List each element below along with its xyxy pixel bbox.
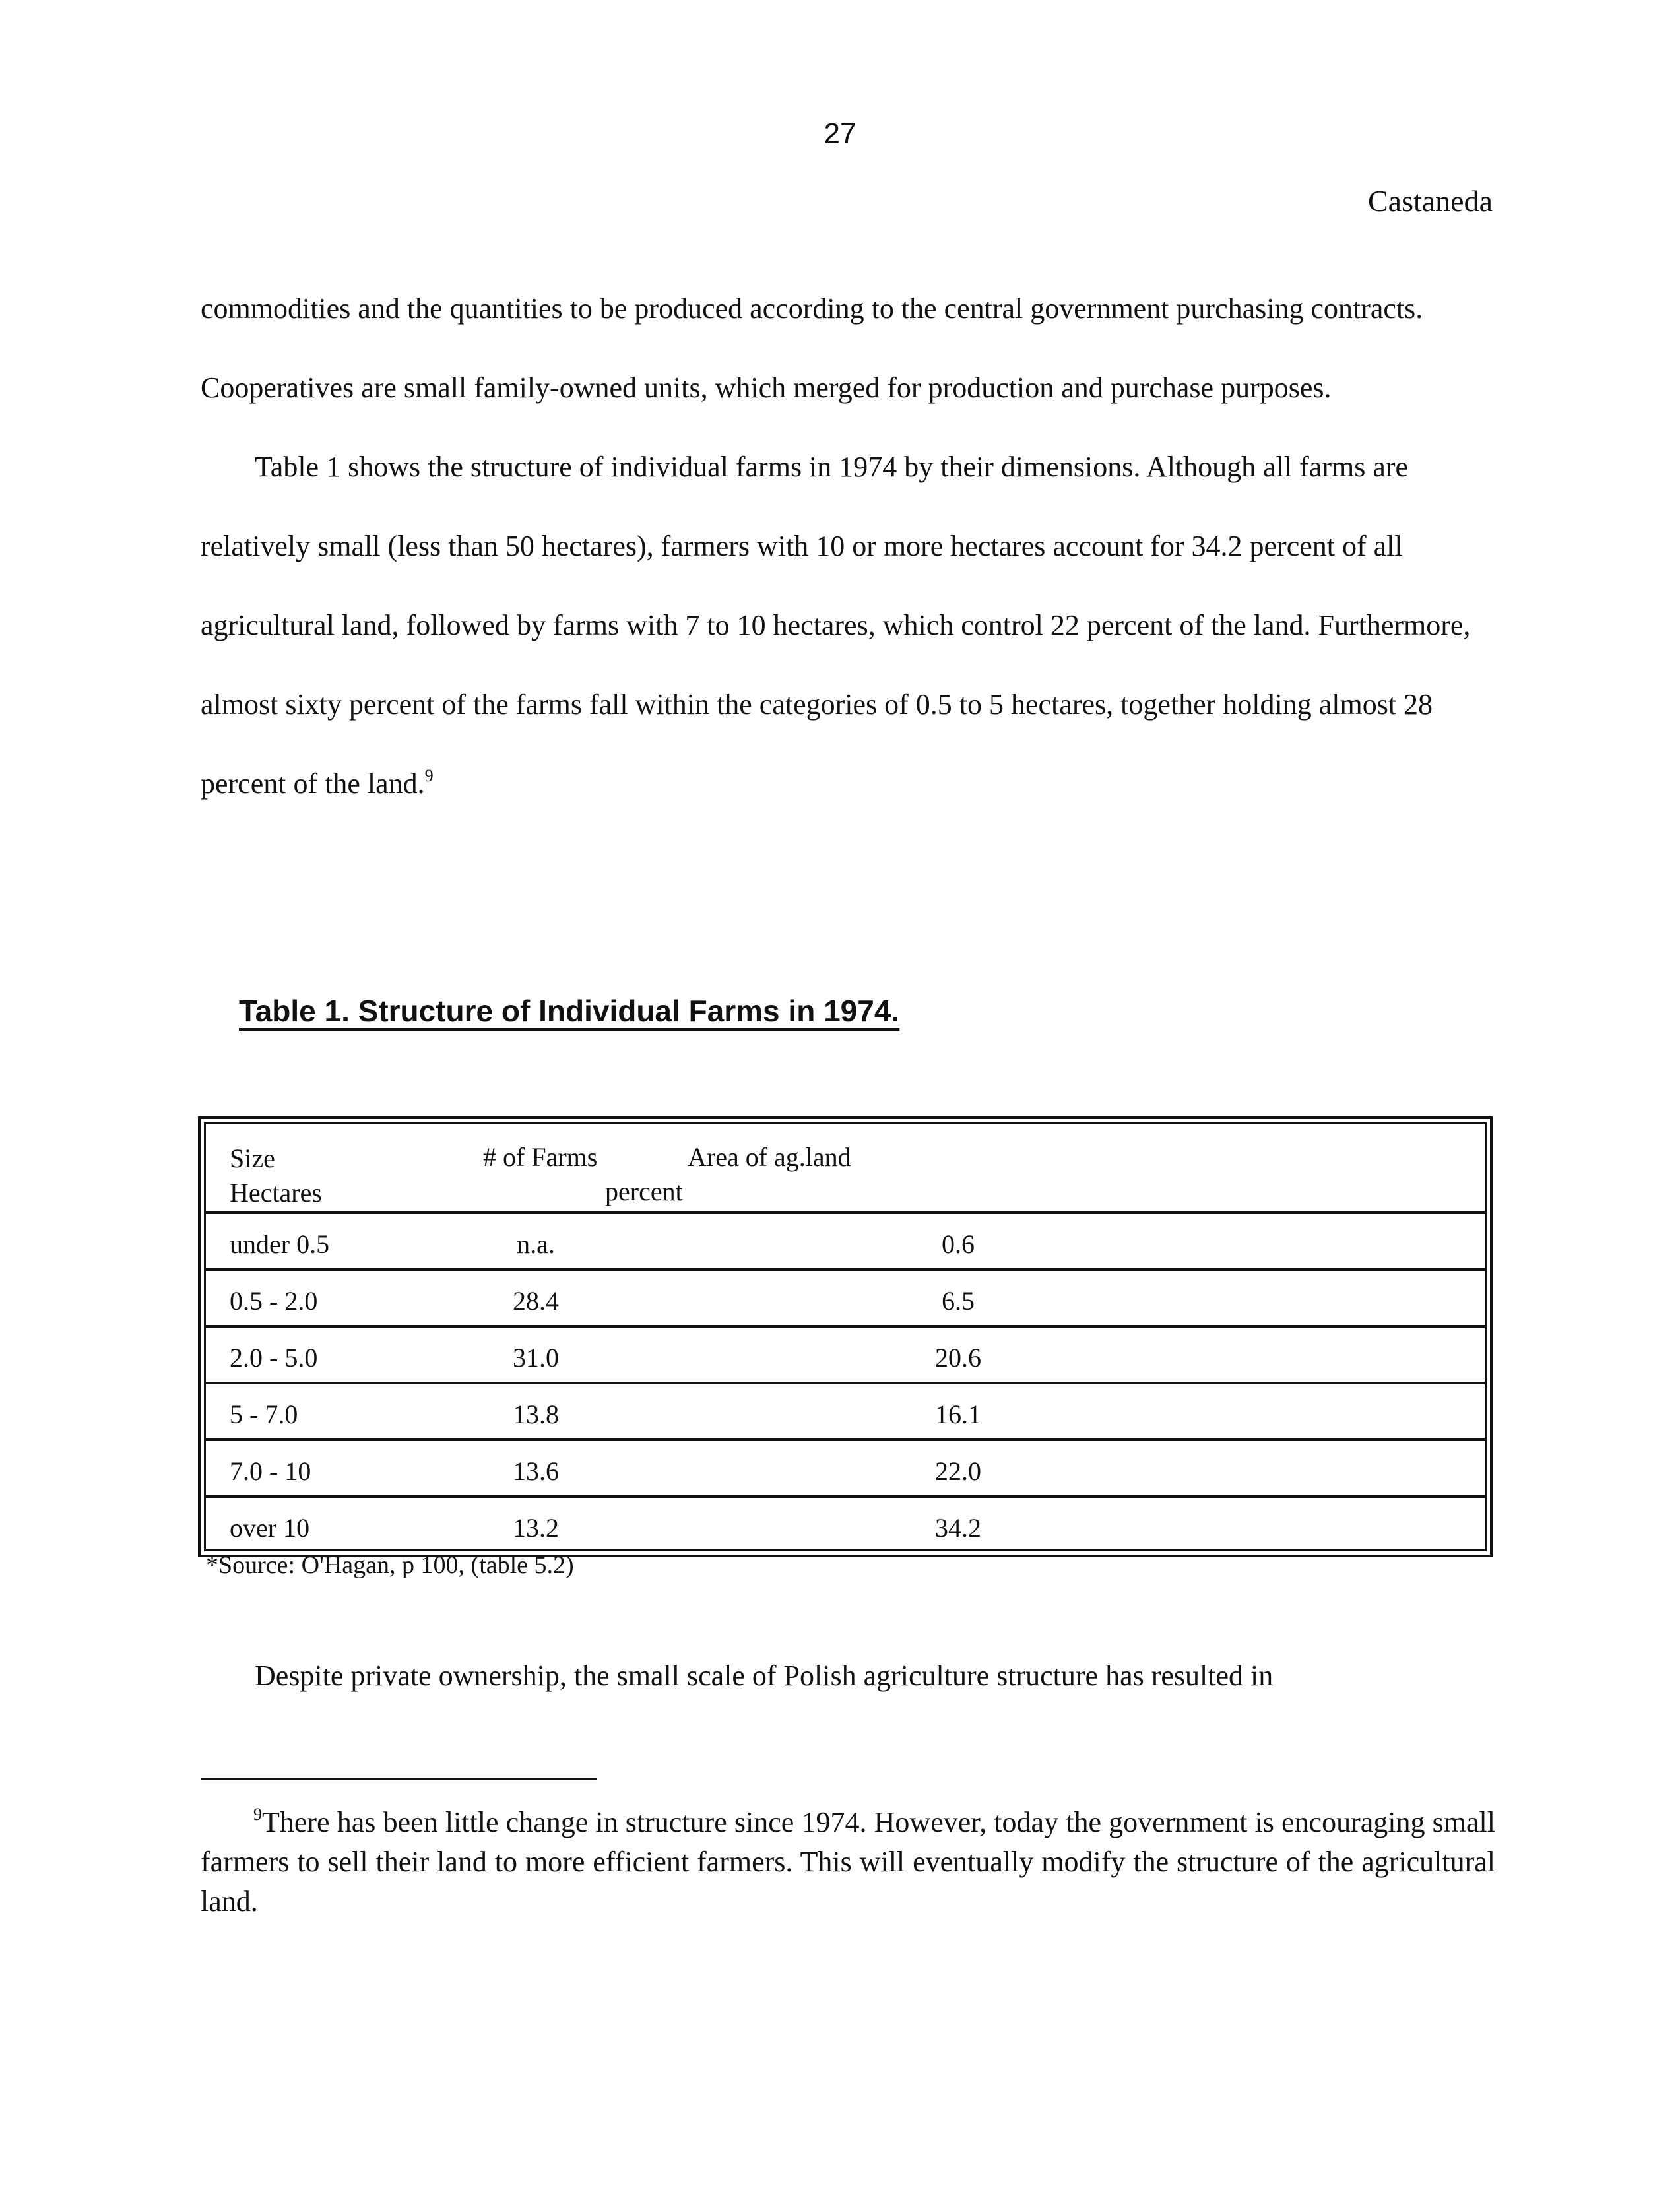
table-row bbox=[206, 1271, 1485, 1328]
cell-farms: n.a. bbox=[517, 1229, 555, 1259]
cell-farms: 13.2 bbox=[513, 1513, 559, 1543]
table-header-row bbox=[206, 1124, 1485, 1214]
cell-area: 16.1 bbox=[935, 1400, 981, 1429]
footnote-divider bbox=[201, 1778, 597, 1780]
footnote bbox=[201, 1803, 1495, 1921]
header-size-line1: Size bbox=[230, 1144, 275, 1173]
footnote-reference[interactable]: 9 bbox=[424, 766, 434, 785]
cell-area: 22.0 bbox=[935, 1456, 981, 1486]
cell-area: 6.5 bbox=[942, 1286, 975, 1316]
farm-structure-table bbox=[198, 1116, 1493, 1557]
cell-farms: 13.6 bbox=[513, 1456, 559, 1486]
table-row bbox=[206, 1214, 1485, 1271]
cell-size: over 10 bbox=[230, 1513, 310, 1543]
cell-size: under 0.5 bbox=[230, 1229, 330, 1259]
cell-area: 34.2 bbox=[935, 1513, 981, 1543]
header-farms: # of Farms bbox=[483, 1142, 598, 1172]
table-source-note: *Source: O'Hagan, p 100, (table 5.2) bbox=[206, 1551, 574, 1579]
page-number: 27 bbox=[824, 117, 856, 150]
cell-farms: 13.8 bbox=[513, 1400, 559, 1429]
table-row bbox=[206, 1328, 1485, 1384]
header-unit: percent bbox=[605, 1177, 683, 1206]
cell-size: 2.0 - 5.0 bbox=[230, 1343, 318, 1372]
paragraph-table-intro bbox=[201, 428, 1494, 823]
table-row bbox=[206, 1441, 1485, 1498]
paragraph-table-intro-text: Table 1 shows the structure of individual farms in 1974 by their dimensions. Although all farms are relatively small (less than 50 hectares), farmers with 10 or more hectares account for 34.2 percent of all agricultural land, followed by farms with 7 to 10 hectares, which control 22 percent of the land. Furthermore, almost sixty percent of the farms fall within the categories of 0.5 to 5 hectares, together holding almost 28 percent of the land. bbox=[201, 451, 1471, 800]
paragraph-continued: commodities and the quantities to be produced according to the central government purchasing contracts. Cooperatives are small family-owned units, which merged for production and purchase purposes. bbox=[201, 292, 1423, 404]
running-header-author: Castaneda bbox=[1367, 184, 1493, 218]
table-title: Table 1. Structure of Individual Farms in 1974. bbox=[239, 994, 900, 1028]
header-size-line2: Hectares bbox=[230, 1178, 322, 1208]
body-section-top bbox=[201, 269, 1494, 823]
paragraph-continues-next-page: Despite private ownership, the small scale of Polish agriculture structure has resulted in bbox=[255, 1660, 1274, 1692]
footnote-marker: 9 bbox=[253, 1805, 262, 1824]
cell-farms: 28.4 bbox=[513, 1286, 559, 1316]
table-inner-border bbox=[204, 1122, 1487, 1551]
header-size bbox=[230, 1142, 322, 1210]
footnote-paragraph bbox=[201, 1803, 1495, 1921]
header-area: Area of ag.land bbox=[688, 1142, 851, 1172]
cell-area: 0.6 bbox=[942, 1229, 975, 1259]
cell-size: 5 - 7.0 bbox=[230, 1400, 298, 1429]
table-row bbox=[206, 1498, 1485, 1555]
cell-size: 7.0 - 10 bbox=[230, 1456, 311, 1486]
footnote-text: There has been little change in structure since 1974. However, today the government is encouraging small farmers to sell their land to more efficient farmers. This will eventually modify the structure of the agricultural land. bbox=[201, 1806, 1495, 1918]
cell-farms: 31.0 bbox=[513, 1343, 559, 1372]
cell-area: 20.6 bbox=[935, 1343, 981, 1372]
body-section-bottom bbox=[201, 1636, 1494, 1716]
cell-size: 0.5 - 2.0 bbox=[230, 1286, 318, 1316]
table-row bbox=[206, 1384, 1485, 1441]
